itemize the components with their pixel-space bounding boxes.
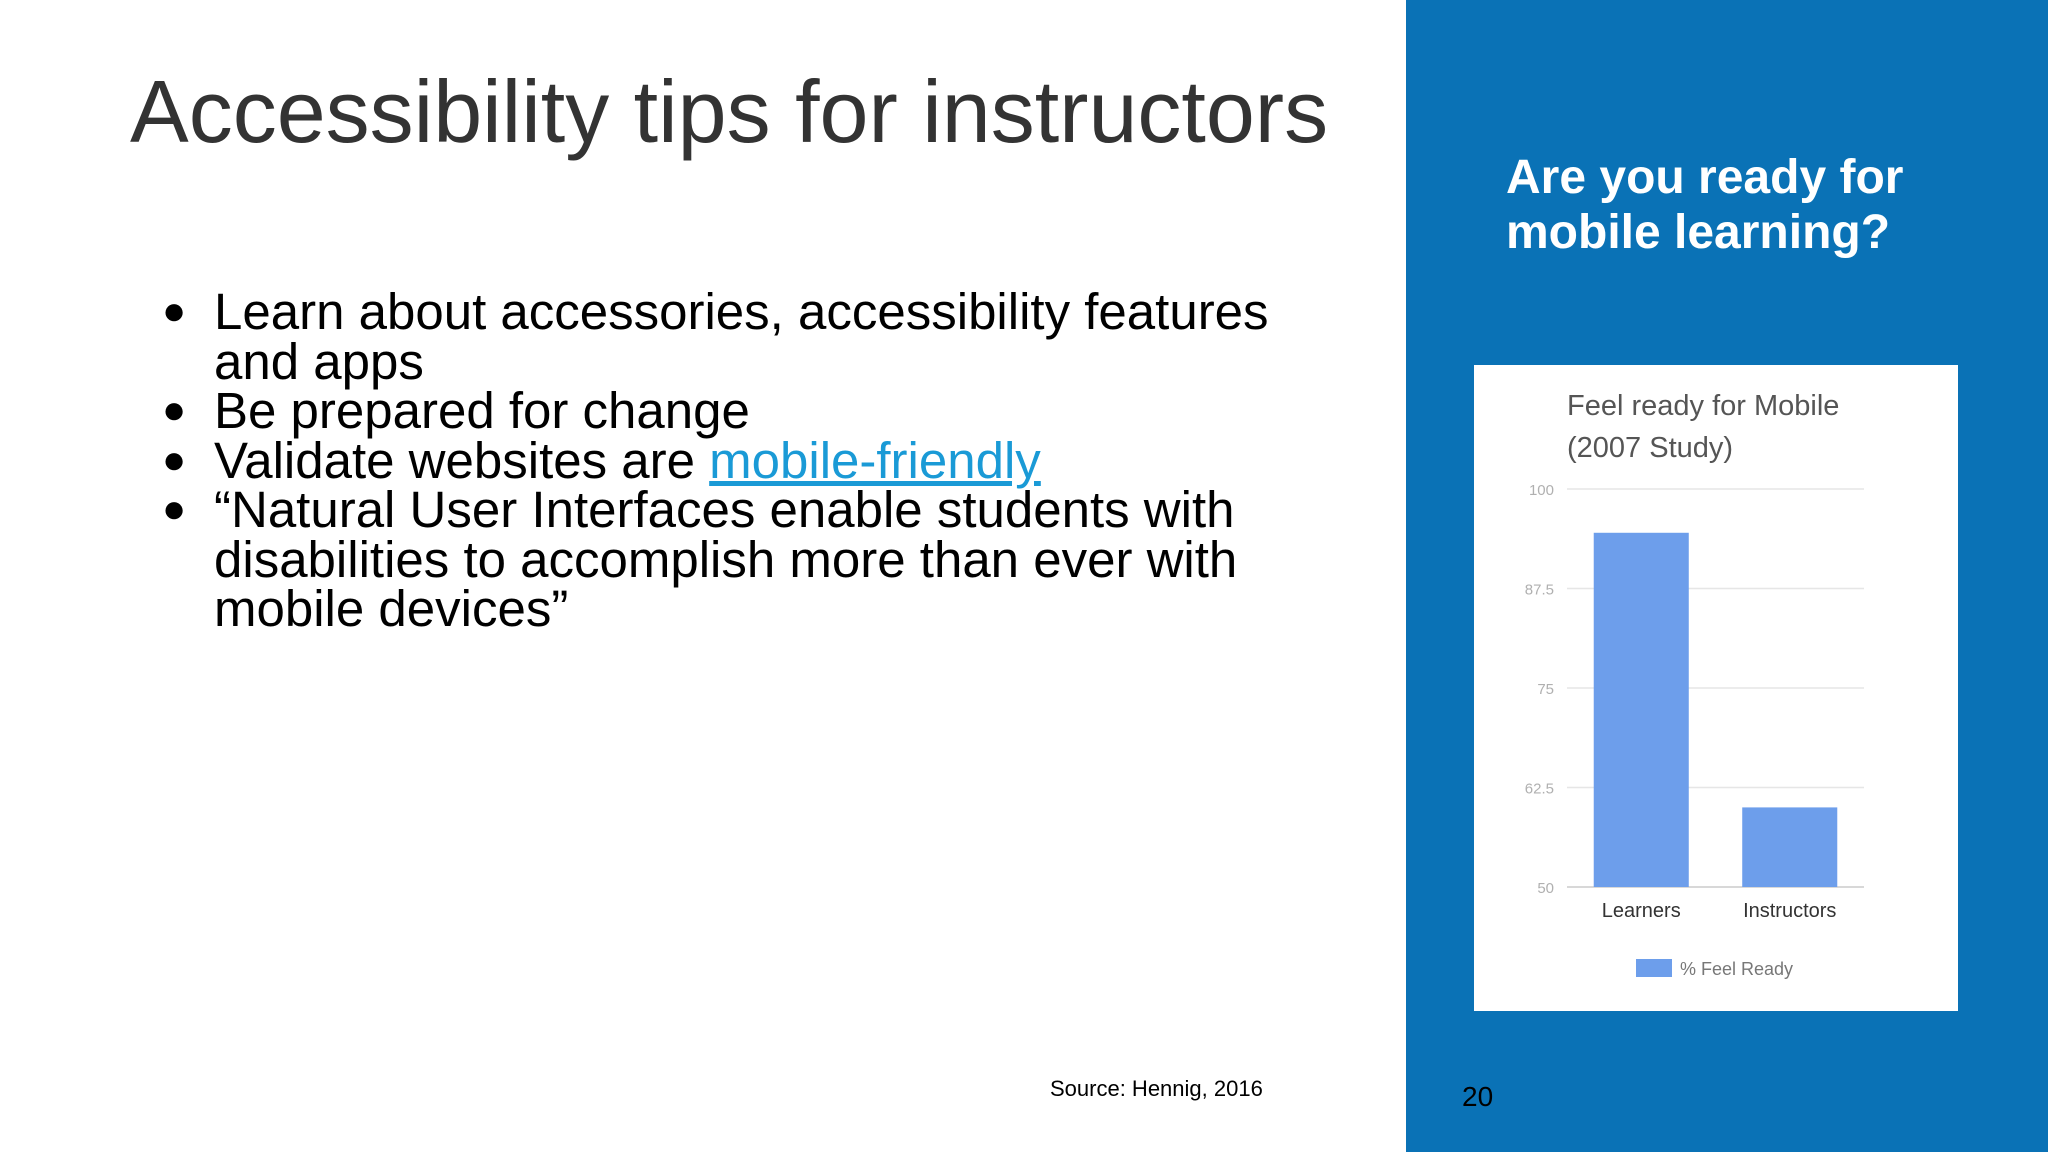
slide-title: Accessibility tips for instructors (130, 62, 1329, 161)
y-tick-label: 62.5 (1524, 780, 1554, 798)
side-panel (1406, 0, 2048, 1152)
chart-title-line-1: Feel ready for Mobile (1567, 390, 1840, 422)
page-number: 20 (1462, 1081, 1494, 1112)
bullet-text: Be prepared for change (214, 382, 750, 439)
legend-label: % Feel Ready (1680, 959, 1794, 979)
y-tick-labels (1525, 482, 1554, 897)
list-item (162, 431, 1362, 489)
bar-instructors (1742, 807, 1837, 887)
bar-chart (1474, 365, 1958, 1011)
bar-learners (1594, 533, 1689, 887)
bullet-marker: ● (162, 289, 187, 333)
x-tick-label: Learners (1601, 900, 1681, 922)
legend-swatch (1636, 959, 1672, 977)
bullet-marker: ● (162, 388, 187, 432)
y-tick-label: 50 (1537, 880, 1554, 897)
source-citation: Source: Hennig, 2016 (1050, 1076, 1263, 1101)
legend (1636, 959, 1793, 979)
y-tick-label: 100 (1528, 482, 1554, 499)
list-item (162, 481, 1362, 637)
bullet-marker: ● (162, 487, 187, 531)
bullet-text: Validate websites are (214, 431, 710, 489)
chart-card (1474, 365, 1958, 1011)
x-tick-label: Instructors (1743, 900, 1837, 922)
bars (1594, 533, 1838, 887)
side-heading: Are you ready for mobile learning? (1506, 151, 1904, 259)
x-tick-labels (1602, 900, 1837, 922)
chart-title-line-2: (2007 Study) (1567, 432, 1734, 464)
mobile-friendly-link[interactable]: mobile-friendly (709, 431, 1041, 489)
bullet-marker: ● (162, 437, 187, 482)
bullet-text: Learn about accessories, accessibility features and apps (214, 283, 1269, 390)
y-tick-label: 75 (1537, 681, 1554, 698)
bullet-text: “Natural User Interfaces enable students with disabilities to accomplish more than ever with mobile devices” (214, 481, 1238, 637)
bullet-list (162, 283, 1362, 637)
list-item (162, 382, 1362, 439)
y-tick-label: 87.5 (1524, 581, 1554, 599)
list-item (162, 283, 1362, 390)
